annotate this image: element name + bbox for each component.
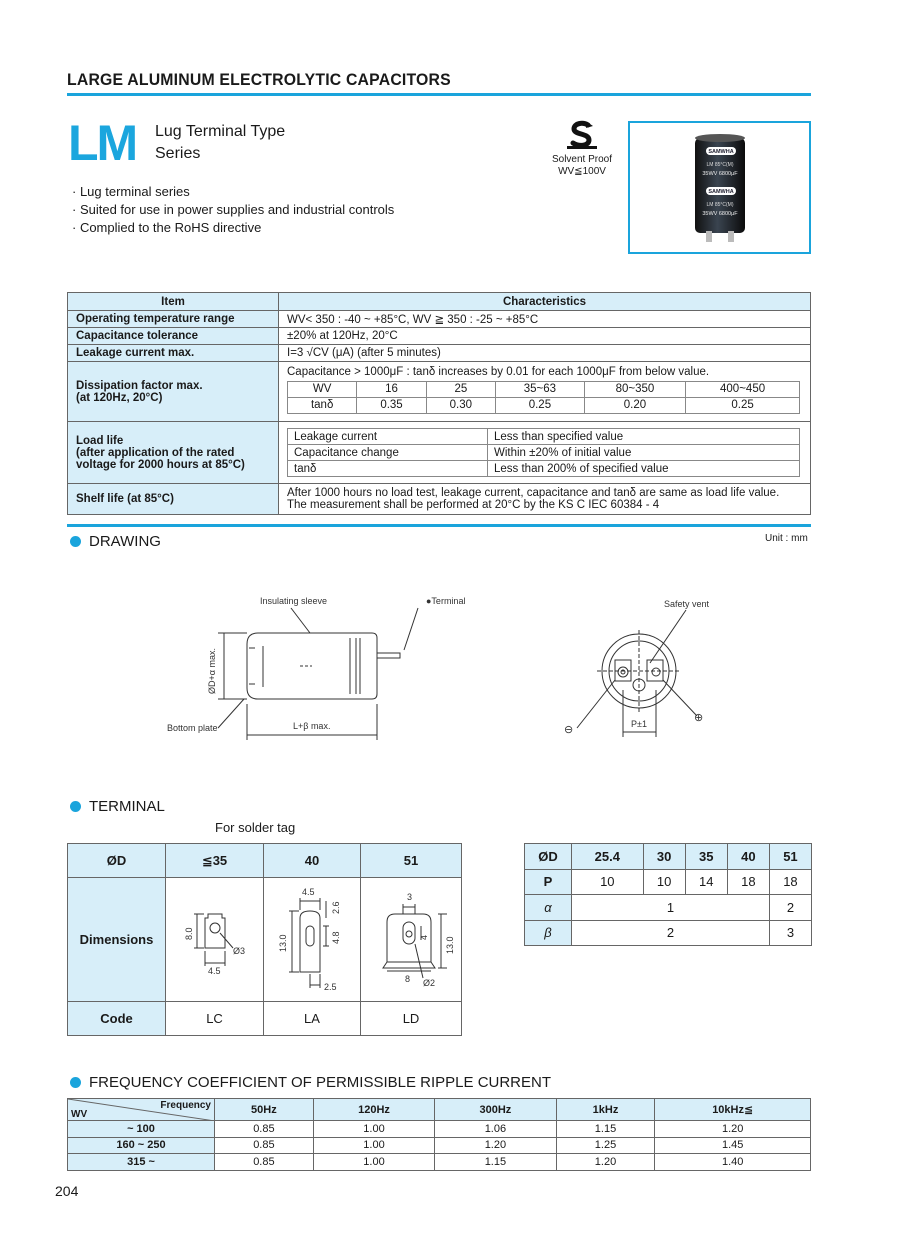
freq-wv: 315 ~	[68, 1154, 215, 1171]
freq-value: 1.15	[435, 1154, 556, 1171]
freq-value: 1.25	[556, 1137, 655, 1154]
terminal-head: ØD	[68, 844, 166, 878]
freq-value: 1.00	[313, 1137, 434, 1154]
freq-value: 1.15	[556, 1121, 655, 1138]
freq-value: 1.45	[655, 1137, 811, 1154]
lug-ld-drawing	[361, 878, 461, 998]
spec-header-characteristics: Characteristics	[279, 293, 811, 311]
photo-brand: SAMWHA	[708, 149, 734, 155]
df-wv: 400~450	[686, 381, 800, 397]
ld-dim-slot: 4	[419, 934, 429, 940]
pab-head: 25.4	[572, 844, 644, 870]
freq-head: 300Hz	[435, 1099, 556, 1121]
freq-head: 50Hz	[215, 1099, 314, 1121]
freq-value: 0.85	[215, 1154, 314, 1171]
solvent-proof-line2: WV≦100V	[558, 166, 606, 177]
la-dim-side: 2.6	[331, 901, 341, 914]
terminal-head: 40	[264, 844, 361, 878]
pab-p: 10	[572, 869, 644, 895]
photo-label-2: 35WV 6800μF	[702, 171, 738, 177]
spec-df-label-1: Dissipation factor max.	[76, 379, 203, 392]
load-value: Less than specified value	[488, 429, 800, 445]
spec-shelf-label: Shelf life (at 85°C)	[68, 484, 279, 515]
lug-la-drawing	[264, 878, 360, 998]
label-safety-vent: Safety vent	[664, 599, 710, 609]
pab-p: 14	[685, 869, 727, 895]
df-wv: 80~350	[584, 381, 685, 397]
freq-head: 10kHz≦	[655, 1099, 811, 1121]
pab-head: 51	[769, 844, 811, 870]
df-tan-label: tanδ	[288, 397, 357, 413]
ld-dim-hole: Ø2	[423, 978, 436, 988]
spec-op-temp-label: Operating temperature range	[68, 311, 279, 328]
freq-head: 1kHz	[556, 1099, 655, 1121]
lc-dim-w: 4.5	[207, 966, 221, 976]
spec-header-item: Item	[68, 293, 279, 311]
la-dim-bottom: 2.5	[324, 982, 337, 992]
terminal-heading	[70, 798, 165, 815]
spec-df-label-2: (at 120Hz, 20°C)	[76, 391, 163, 404]
feature-item: · Complied to the RoHS directive	[72, 220, 262, 235]
load-item: tanδ	[288, 461, 488, 477]
pab-alpha-label: α	[525, 895, 572, 921]
df-tan: 0.25	[496, 397, 585, 413]
table-row	[68, 1154, 811, 1171]
spec-load-label-1: Load life	[76, 434, 124, 447]
solvent-proof-line1: Solvent Proof	[551, 154, 613, 165]
df-tan: 0.25	[686, 397, 800, 413]
pab-alpha: 2	[769, 895, 811, 921]
pab-p: 18	[727, 869, 769, 895]
spec-load-label-3: voltage for 2000 hours at 85°C)	[76, 458, 245, 471]
series-type-line1: Lug Terminal Type	[155, 123, 286, 140]
table-row	[68, 1137, 811, 1154]
label-terminal: ●Terminal	[426, 596, 466, 606]
pab-p: 10	[643, 869, 685, 895]
terminal-head: 51	[361, 844, 462, 878]
plus-icon: ⊕	[694, 712, 704, 724]
spec-cap-tol-label: Capacitance tolerance	[68, 328, 279, 345]
la-dim-h: 13.0	[278, 934, 288, 952]
freq-value: 0.85	[215, 1121, 314, 1138]
spec-shelf-value-2: The measurement shall be performed at 20°C by the KS C IEC 60384 - 4	[287, 499, 660, 511]
lug-lc-drawing	[167, 878, 263, 998]
df-tan: 0.30	[426, 397, 495, 413]
spec-shelf-value-1: After 1000 hours no load test, leakage current, capacitance and tanδ are same as load life value.	[287, 487, 780, 499]
pab-head: 35	[685, 844, 727, 870]
freq-value: 1.00	[313, 1154, 434, 1171]
terminal-code: LC	[166, 1002, 264, 1036]
label-diameter: ØD+α max.	[207, 648, 217, 694]
freq-corner-bottom: WV	[71, 1109, 88, 1120]
terminal-code: LD	[361, 1002, 462, 1036]
lc-dim-h: 8.0	[183, 927, 194, 940]
terminal-dimensions-label: Dimensions	[68, 878, 166, 1002]
freq-value: 1.06	[435, 1121, 556, 1138]
page-number: 204	[55, 1183, 79, 1199]
spec-leak-value: I=3 √CV (μA) (after 5 minutes)	[279, 345, 811, 362]
df-wv: 35~63	[496, 381, 585, 397]
photo-label-1: LM 85°C(M)	[706, 162, 734, 168]
bullet-dot-icon	[70, 1077, 81, 1088]
freq-value: 1.40	[655, 1154, 811, 1171]
photo-brand: SAMWHA	[708, 189, 734, 195]
pab-p-label: P	[525, 869, 572, 895]
terminal-subtitle: For solder tag	[215, 820, 296, 835]
lc-dim-hole: Ø3	[232, 946, 245, 956]
pab-beta: 2	[572, 920, 770, 946]
terminal-dims-lc	[166, 878, 264, 1002]
freq-wv: 160 ~ 250	[68, 1137, 215, 1154]
freq-value: 1.00	[313, 1121, 434, 1138]
load-value: Less than 200% of specified value	[488, 461, 800, 477]
bullet-dot-icon	[70, 801, 81, 812]
pab-p: 18	[769, 869, 811, 895]
freq-corner	[68, 1099, 215, 1121]
freq-value: 1.20	[556, 1154, 655, 1171]
label-pitch: P±1	[631, 719, 647, 729]
spec-load-label-2: (after application of the rated	[76, 446, 235, 459]
label-bottom-plate: Bottom plate	[167, 723, 218, 733]
page-title: LARGE ALUMINUM ELECTROLYTIC CAPACITORS	[67, 70, 451, 89]
freq-value: 1.20	[435, 1137, 556, 1154]
load-item: Leakage current	[288, 429, 488, 445]
terminal-code: LA	[264, 1002, 361, 1036]
pab-head: 40	[727, 844, 769, 870]
minus-icon: ⊖	[564, 724, 574, 736]
df-wv: 16	[357, 381, 426, 397]
feature-item: · Lug terminal series	[72, 184, 190, 199]
freq-wv: ~ 100	[68, 1121, 215, 1138]
spec-cap-tol-value: ±20% at 120Hz, 20°C	[279, 328, 811, 345]
terminal-head: ≦35	[166, 844, 264, 878]
df-tan: 0.35	[357, 397, 426, 413]
load-item: Capacitance change	[288, 445, 488, 461]
table-row	[68, 1121, 811, 1138]
drawing-title: DRAWING	[89, 533, 161, 550]
freq-corner-top: Frequency	[160, 1100, 211, 1111]
pab-head: 30	[643, 844, 685, 870]
frequency-title: FREQUENCY COEFFICIENT OF PERMISSIBLE RIPPLE CURRENT	[89, 1074, 552, 1091]
pab-alpha: 1	[572, 895, 770, 921]
photo-label-2: 35WV 6800μF	[702, 211, 738, 217]
spec-df-note: Capacitance > 1000μF : tanδ increases by 0.01 for each 1000μF from below value.	[287, 365, 710, 378]
terminal-title: TERMINAL	[89, 798, 165, 815]
pab-beta: 3	[769, 920, 811, 946]
pitch-table	[524, 843, 812, 946]
df-tan: 0.20	[584, 397, 685, 413]
frequency-heading	[70, 1074, 551, 1091]
photo-label-1: LM 85°C(M)	[706, 202, 734, 208]
ld-dim-h: 13.0	[445, 936, 455, 954]
frequency-table	[67, 1098, 811, 1171]
terminal-dims-la	[264, 878, 361, 1002]
ld-dim-w: 8	[405, 974, 411, 984]
load-value: Within ±20% of initial value	[488, 445, 800, 461]
freq-head: 120Hz	[313, 1099, 434, 1121]
la-dim-slot: 4.8	[331, 931, 341, 944]
label-insulating-sleeve: Insulating sleeve	[260, 596, 328, 606]
terminal-code-label: Code	[68, 1002, 166, 1036]
spec-leak-label: Leakage current max.	[68, 345, 279, 362]
unit-label: Unit : mm	[765, 533, 808, 544]
la-dim-top: 4.5	[302, 887, 315, 897]
freq-value: 0.85	[215, 1137, 314, 1154]
df-wv: 25	[426, 381, 495, 397]
freq-value: 1.20	[655, 1121, 811, 1138]
label-length: L+β max.	[293, 721, 331, 731]
df-wv-label: WV	[288, 381, 357, 397]
series-code: LM	[68, 115, 137, 171]
terminal-table	[67, 843, 462, 1036]
series-type-line2: Series	[155, 145, 201, 162]
terminal-dims-ld	[361, 878, 462, 1002]
pab-head: ØD	[525, 844, 572, 870]
feature-item: · Suited for use in power supplies and industrial controls	[72, 202, 395, 217]
spec-op-temp-value: WV< 350 : -40 ~ +85°C, WV ≧ 350 : -25 ~ +85°C	[279, 311, 811, 328]
ld-dim-top: 3	[407, 892, 413, 902]
pab-beta-label: β	[525, 920, 572, 946]
